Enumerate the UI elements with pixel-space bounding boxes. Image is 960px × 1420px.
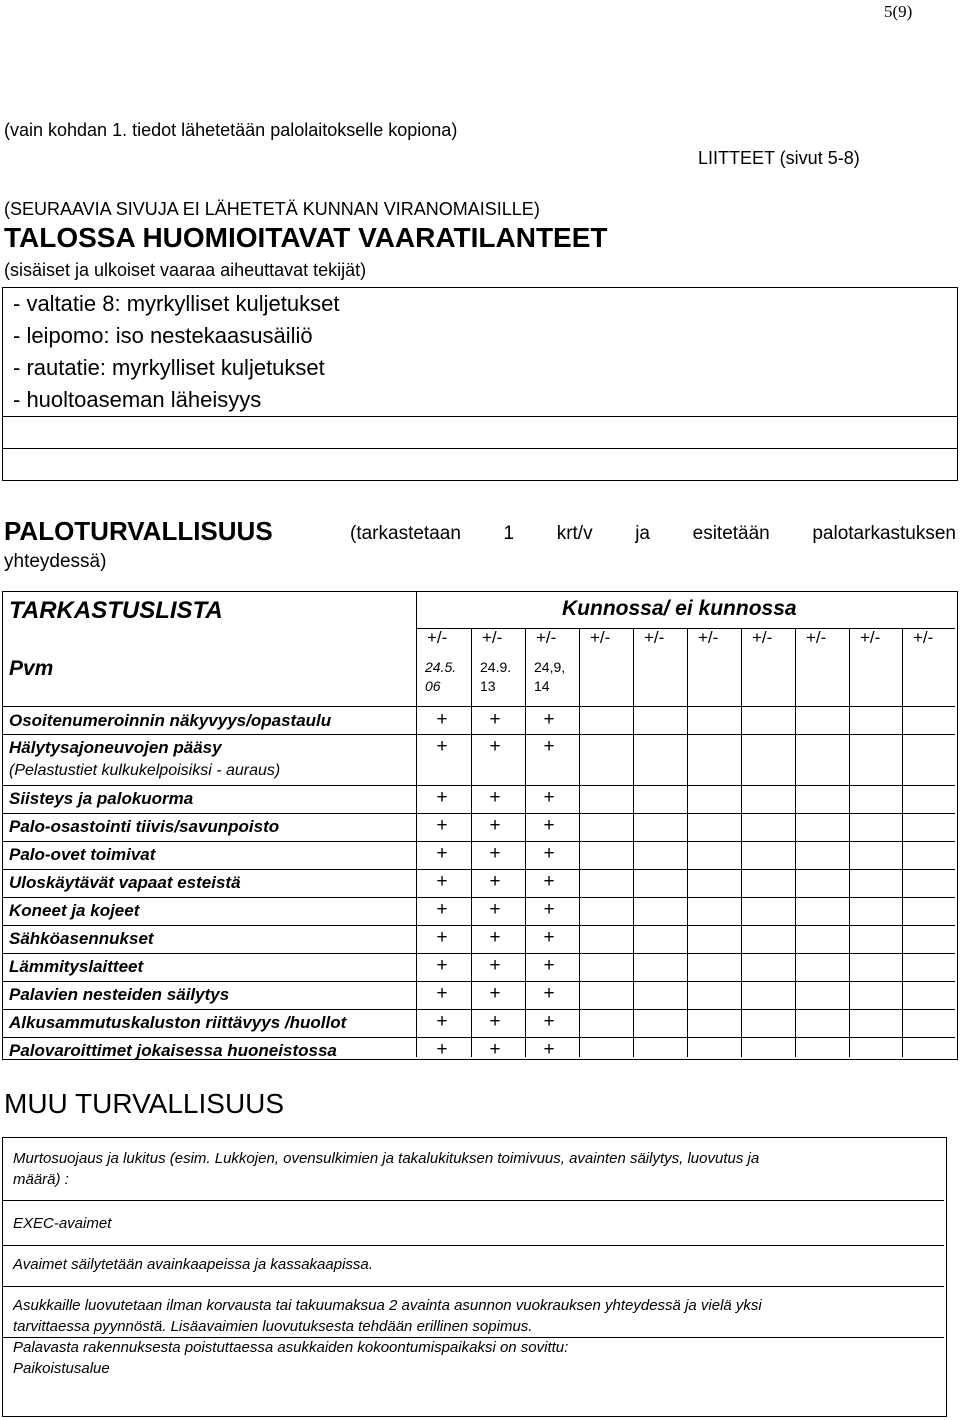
other-security-box [2, 1137, 947, 1417]
pm-header: +/- [644, 628, 665, 647]
text-line: Palavasta rakennuksesta poistuttaessa asukkaiden kokoontumispaikaksi on sovittu: [13, 1339, 569, 1356]
divider [3, 785, 955, 786]
divider [3, 1037, 955, 1038]
status-mark: + [489, 927, 501, 948]
divider [3, 1286, 944, 1287]
hazard-item: - rautatie: myrkylliset kuljetukset [13, 355, 325, 380]
divider [3, 1245, 944, 1246]
status-mark: + [489, 709, 501, 730]
status-mark: + [436, 843, 448, 864]
status-mark: + [436, 787, 448, 808]
checklist-title: TARKASTUSLISTA [9, 597, 223, 624]
date-cell: 24.9. 13 [480, 659, 512, 694]
status-mark: + [436, 1011, 448, 1032]
checklist-row-label: Palo-ovet toimivat [9, 845, 156, 864]
status-mark: + [489, 736, 501, 757]
divider [416, 592, 417, 1057]
pm-header: +/- [860, 628, 881, 647]
text-line: Asukkaille luovutetaan ilman korvausta tai takuumaksua 2 avainta asunnon vuokrauksen yhteydessä ja vielä yksi [13, 1297, 762, 1314]
pm-header: +/- [536, 628, 557, 647]
date-cell: 24,9, 14 [534, 659, 566, 694]
status-mark: + [436, 709, 448, 730]
status-mark: + [543, 899, 555, 920]
status-mark: + [543, 983, 555, 1004]
checklist-row-sublabel: (Pelastustiet kulkukelpoisiksi - auraus) [9, 762, 281, 779]
status-mark: + [489, 787, 501, 808]
status-mark: + [543, 871, 555, 892]
pm-header: +/- [590, 628, 611, 647]
hazards-title: TALOSSA HUOMIOITAVAT VAARATILANTEET [4, 222, 608, 253]
checklist-row-label: Palavien nesteiden säilytys [9, 985, 230, 1004]
status-mark: + [436, 1039, 448, 1060]
status-mark: + [543, 1039, 555, 1060]
status-mark: + [436, 871, 448, 892]
attachments-label: LIITTEET (sivut 5-8) [698, 148, 860, 168]
checklist-row-label: Koneet ja kojeet [9, 901, 140, 920]
divider [579, 628, 580, 1057]
status-mark: + [436, 815, 448, 836]
copy-note: (vain kohdan 1. tiedot lähetetään palolaitokselle kopiona) [4, 120, 458, 140]
divider [795, 628, 796, 1057]
divider [3, 925, 955, 926]
status-mark: + [489, 899, 501, 920]
divider [3, 813, 955, 814]
other-security-title: MUU TURVALLISUUS [4, 1088, 285, 1119]
text-line: tarvittaessa pyynnöstä. Lisäavaimien luovutuksesta tehdään erillinen sopimus. [13, 1318, 533, 1335]
checklist-row-label: Palovaroittimet jokaisessa huoneistossa [9, 1041, 337, 1060]
pm-header: +/- [427, 628, 448, 647]
hazards-box [2, 287, 958, 481]
fire-safety-title: PALOTURVALLISUUS [4, 516, 273, 546]
hazards-subtitle: (sisäiset ja ulkoiset vaaraa aiheuttavat tekijät) [4, 260, 367, 280]
status-mark: + [543, 815, 555, 836]
status-mark: + [489, 871, 501, 892]
text-line: Avaimet säilytetään avainkaapeissa ja kassakaapissa. [13, 1256, 373, 1273]
status-mark: + [543, 927, 555, 948]
status-mark: + [489, 983, 501, 1004]
hazard-item: - huoltoaseman läheisyys [13, 387, 262, 412]
checklist-row-label: Siisteys ja palokuorma [9, 789, 194, 808]
status-mark: + [489, 843, 501, 864]
status-mark: + [543, 843, 555, 864]
divider [3, 706, 955, 707]
divider [3, 841, 955, 842]
status-mark: + [489, 815, 501, 836]
divider [3, 1200, 944, 1201]
checklist-row-label: Osoitenumeroinnin näkyvyys/opastaulu [9, 711, 332, 730]
checklist-row-label: Sähköasennukset [9, 929, 154, 948]
divider [849, 628, 850, 1057]
date-cell: 24.5. 06 [425, 659, 457, 694]
pm-header: +/- [482, 628, 503, 647]
divider [3, 953, 955, 954]
status-mark: + [436, 927, 448, 948]
status-mark: + [436, 983, 448, 1004]
pvm-label: Pvm [9, 657, 54, 680]
divider [471, 628, 472, 1057]
divider [741, 628, 742, 1057]
checklist-row-label: Alkusammutuskaluston riittävyys /huollot [9, 1013, 347, 1032]
divider [633, 628, 634, 1057]
pm-header: +/- [698, 628, 719, 647]
checklist-table [2, 591, 958, 1060]
status-header: Kunnossa/ ei kunnossa [562, 597, 797, 620]
status-mark: + [436, 899, 448, 920]
pm-header: +/- [913, 628, 934, 647]
fire-safety-desc: (tarkastetaan 1 krt/v ja esitetään palotarkastuksen [350, 523, 956, 544]
checklist-row-label: Hälytysajoneuvojen pääsy [9, 738, 222, 757]
divider [3, 981, 955, 982]
page-number: 5(9) [884, 2, 913, 21]
divider [3, 448, 957, 449]
not-sent-note: (SEURAAVIA SIVUJA EI LÄHETETÄ KUNNAN VIRANOMAISILLE) [4, 199, 540, 219]
divider [902, 628, 903, 1057]
status-mark: + [489, 1011, 501, 1032]
status-mark: + [543, 709, 555, 730]
divider [416, 628, 955, 629]
hazard-item: - leipomo: iso nestekaasusäiliö [13, 323, 313, 348]
divider [3, 734, 955, 735]
pm-header: +/- [806, 628, 827, 647]
status-mark: + [489, 1039, 501, 1060]
text-line: Murtosuojaus ja lukitus (esim. Lukkojen, ovensulkimien ja takalukituksen toimivuus, avainten säilytys, luovutus ja [13, 1150, 760, 1167]
fire-safety-desc-cont: yhteydessä) [4, 551, 107, 572]
divider [3, 869, 955, 870]
status-mark: + [436, 955, 448, 976]
status-mark: + [436, 736, 448, 757]
divider [525, 628, 526, 1057]
status-mark: + [543, 736, 555, 757]
divider [3, 1009, 955, 1010]
pm-header: +/- [752, 628, 773, 647]
text-line: Paikoistusalue [13, 1360, 110, 1377]
status-mark: + [489, 955, 501, 976]
divider [687, 628, 688, 1057]
checklist-row-label: Uloskäytävät vapaat esteistä [9, 873, 241, 892]
text-line: määrä) : [13, 1171, 69, 1188]
hazard-item: - valtatie 8: myrkylliset kuljetukset [13, 291, 340, 316]
checklist-row-label: Palo-osastointi tiivis/savunpoisto [9, 817, 280, 836]
checklist-row-label: Lämmityslaitteet [9, 957, 144, 976]
divider [3, 897, 955, 898]
text-line: EXEC-avaimet [13, 1215, 112, 1232]
divider [3, 416, 957, 417]
status-mark: + [543, 1011, 555, 1032]
status-mark: + [543, 955, 555, 976]
status-mark: + [543, 787, 555, 808]
